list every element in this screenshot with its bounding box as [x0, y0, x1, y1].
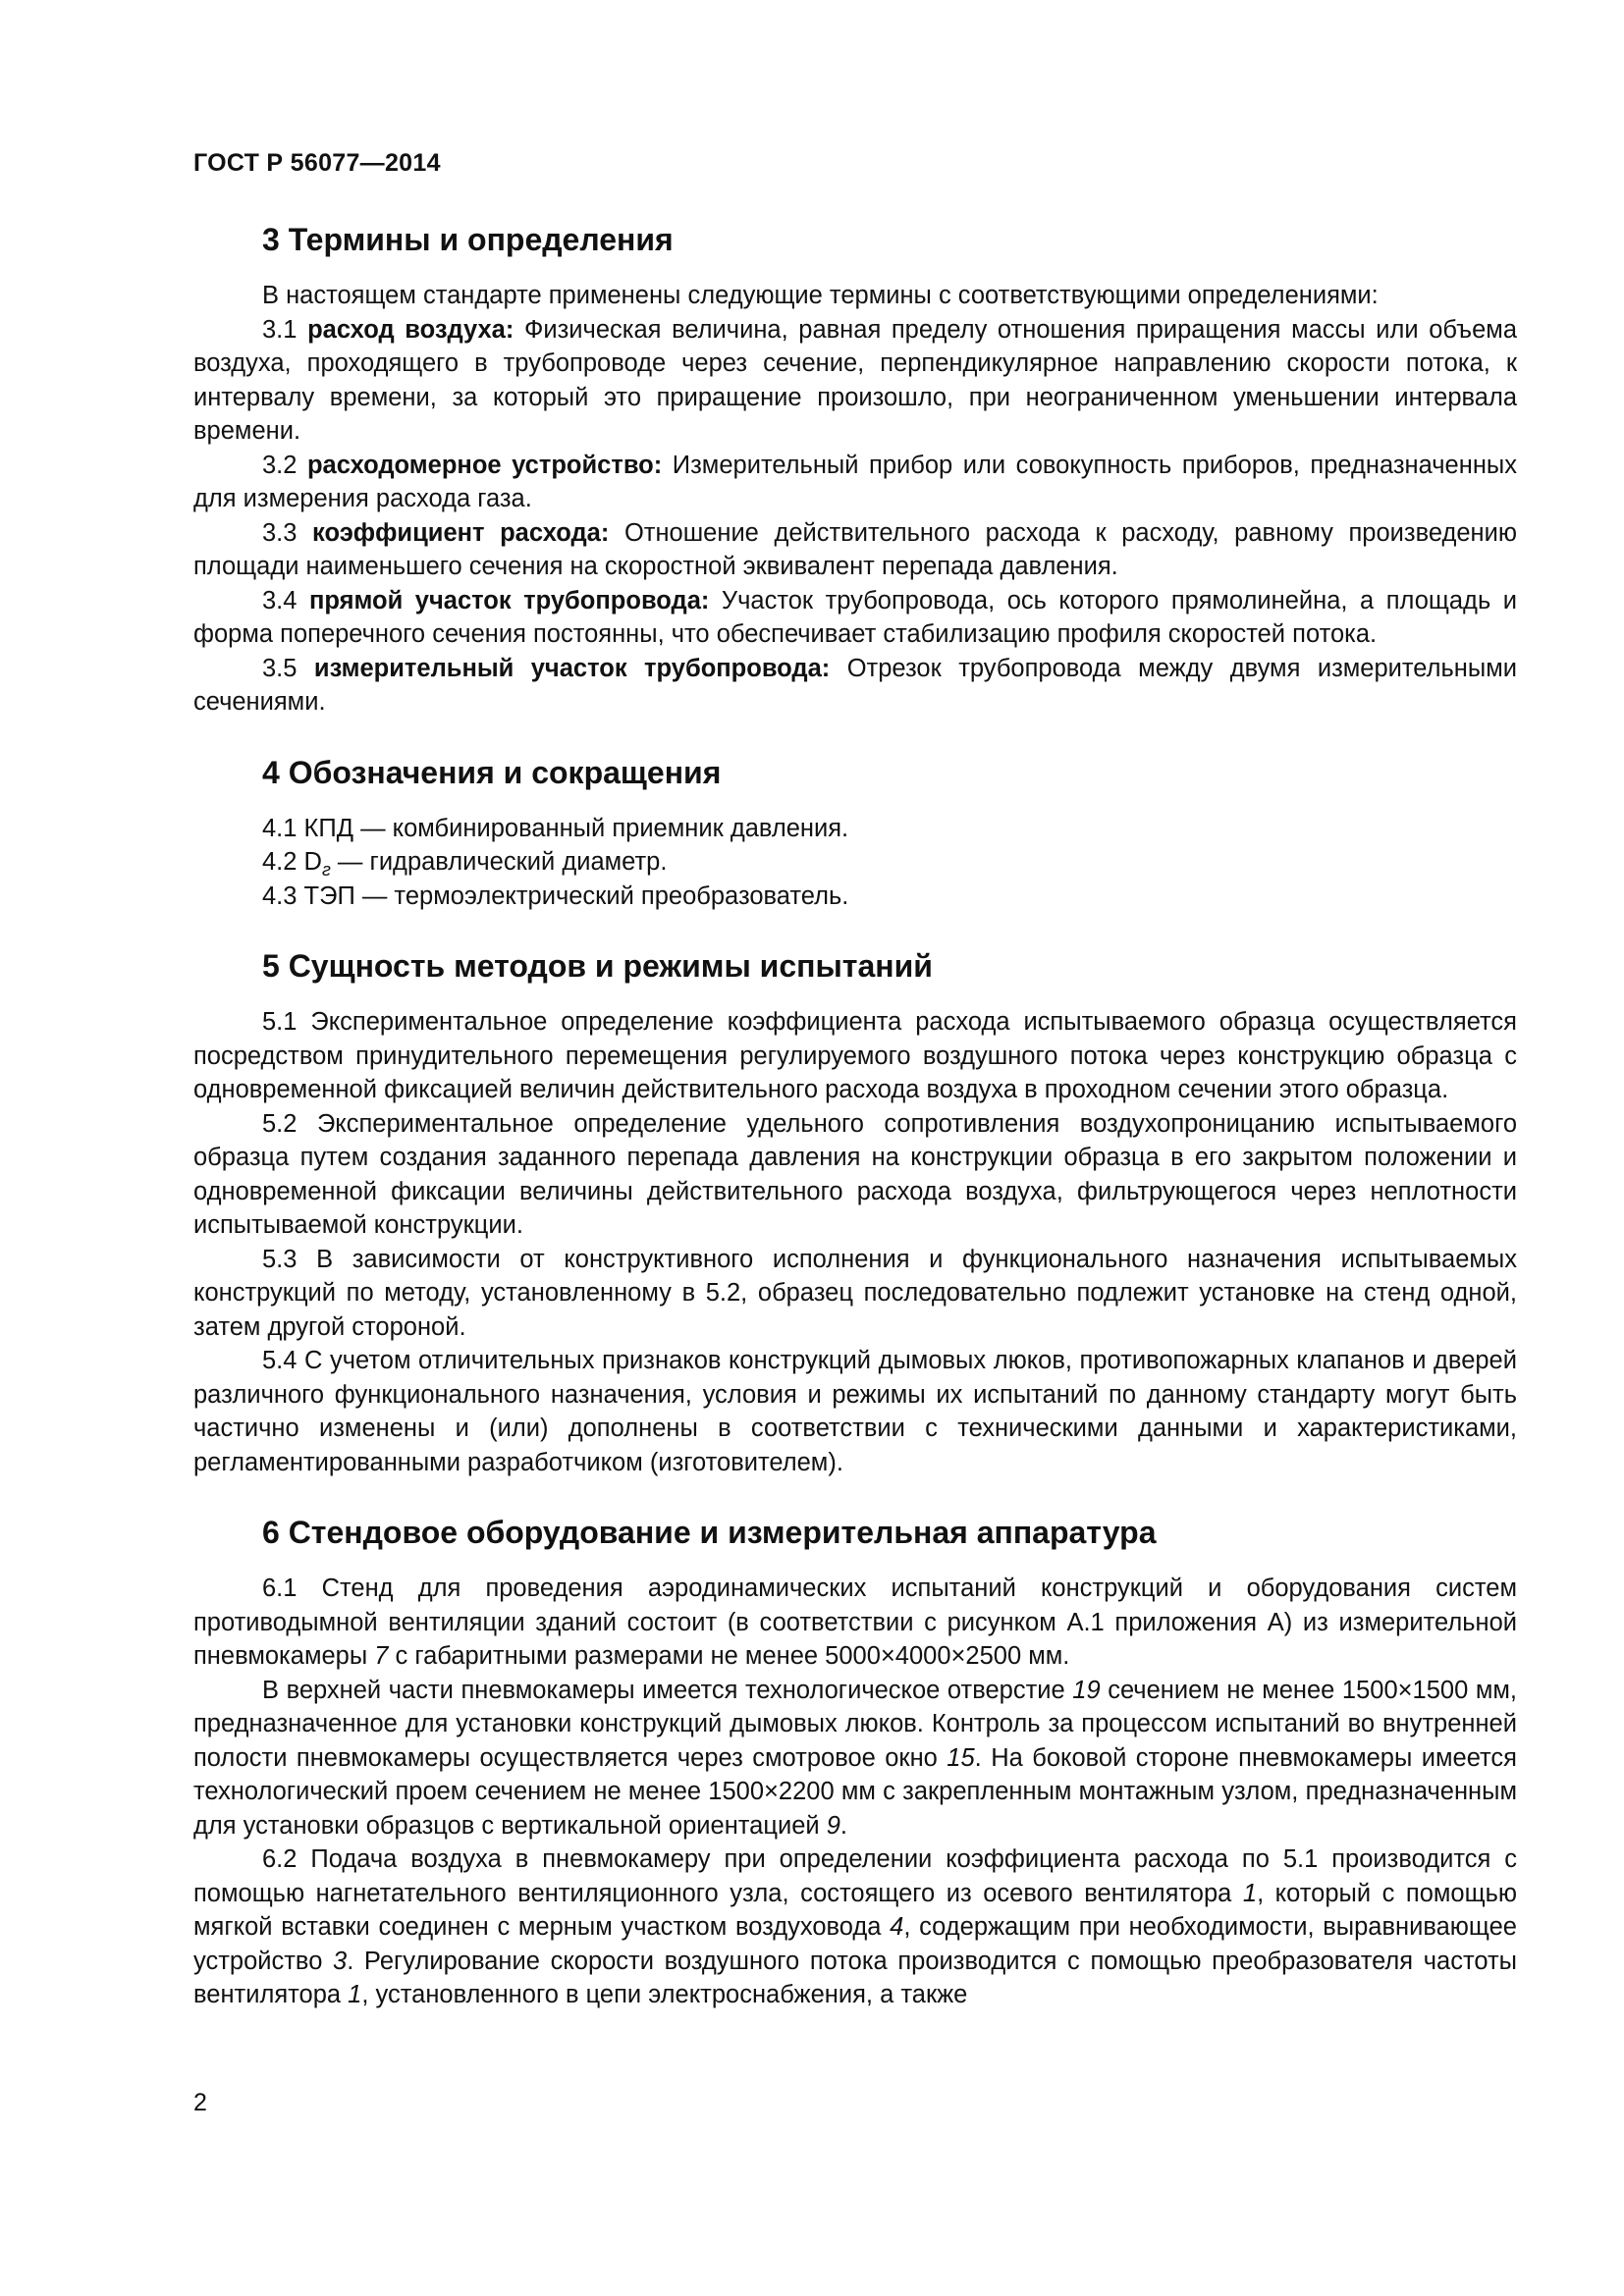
paragraph: 5.2 Экспериментальное определение удельного сопротивления воздухопроницанию испытываемого образца путем создания заданного перепада давления на конструкции образца в его закрытом положении и одновременной фиксации величины действительного расхода воздуха, фильтрующегося через неплотности испытываемой конструкции.	[193, 1109, 1517, 1239]
abbreviation-item: 4.3 ТЭП — термоэлектрический преобразователь.	[262, 881, 849, 910]
term-definition: 3.4 прямой участок трубопровода: Участок трубопровода, ось которого прямолинейна, а площадь и форма поперечного сечения постоянны, что обеспечивает стабилизацию профиля скоростей потока.	[193, 586, 1517, 648]
section-title: 6 Стендовое оборудование и измерительная аппаратура	[262, 1515, 1157, 1550]
term-definition: 3.3 коэффициент расхода: Отношение действительного расхода к расходу, равному произведению площади наименьшего сечения на скоростной эквивалент перепада давления.	[193, 518, 1517, 580]
term-definition: 3.1 расход воздуха: Физическая величина, равная пределу отношения приращения массы или объема воздуха, проходящего в трубопроводе через сечение, перпендикулярное направлению скорости потока, к интервалу времени, за который это приращение произошло, при неограниченном уменьшении интервала времени.	[193, 315, 1517, 445]
page-number: 2	[193, 2089, 207, 2116]
document-id-header: ГОСТ Р 56077—2014	[193, 149, 441, 177]
term: измерительный участок трубопровода:	[313, 654, 831, 682]
section-title: 4 Обозначения и сокращения	[262, 754, 722, 790]
document-body	[193, 220, 1517, 2046]
term: расходомерное устройство:	[306, 451, 663, 479]
paragraph: 6.2 Подача воздуха в пневмокамеру при определении коэффициента расхода по 5.1 производится с помощью нагнетательного вентиляционного узла, состоящего из осевого вентилятора 1, который с помощью мягкой вставки соединен с мерным участком воздуховода 4, содержащим при необходимости, выравнивающее устройство 3. Регулирование скорости воздушного потока производится с помощью преобразователя частоты вентилятора 1, установленного в цепи электроснабжения, а также	[193, 1845, 1518, 2008]
paragraph: В настоящем стандарте применены следующие термины с соответствующими определениями:	[262, 282, 1379, 309]
section-methods	[193, 946, 1517, 1479]
abbreviation-item: 4.1 КПД — комбинированный приемник давления.	[262, 814, 849, 842]
paragraph: 6.1 Стенд для проведения аэродинамических испытаний конструкций и оборудования систем противодымной вентиляции зданий состоит (в соответствии с рисунком А.1 приложения А) из измерительной пневмокамеры 7 с габаритными размерами не менее 5000×4000×2500 мм.	[193, 1575, 1517, 1670]
abbreviation-item: 4.2 $D_г$ — гидравлический диаметр.	[262, 848, 668, 880]
section-title: 3 Термины и определения	[262, 222, 674, 257]
section-abbreviations	[193, 753, 1517, 914]
paragraph: В верхней части пневмокамеры имеется технологическое отверстие 19 сечением не менее 1500×1500 мм, предназначенное для установки конструкций дымовых люков. Контроль за процессом испытаний во внутренней полости пневмокамеры осуществляется через смотровое окно 15. На боковой стороне пневмокамеры имеется технологический проем сечением не менее 1500×2200 мм с закрепленным монтажным узлом, предназначенным для установки образцов с вертикальной ориентацией 9.	[193, 1676, 1517, 1840]
section-equipment	[193, 1513, 1517, 2012]
paragraph: 5.4 С учетом отличительных признаков конструкций дымовых люков, противопожарных клапанов и дверей различного функционального назначения, условия и режимы их испытаний по данному стандарту могут быть частично изменены и (или) дополнены в соответствии с техническими данными и характеристиками, регламентированными разработчиком (изготовителем).	[193, 1347, 1517, 1476]
term: расход воздуха:	[307, 315, 514, 344]
term: прямой участок трубопровода:	[308, 586, 710, 614]
paragraph: 5.3 В зависимости от конструктивного исполнения и функционального назначения испытываемых конструкций по методу, установленному в 5.2, образец последовательно подлежит установке на стенд одной, затем другой стороной.	[193, 1245, 1517, 1341]
section-terms	[193, 220, 1517, 720]
paragraph: 5.1 Экспериментальное определение коэффициента расхода испытываемого образца осуществляется посредством принудительного перемещения регулируемого воздушного потока через конструкцию образца с одновременной фиксацией величин действительного расхода воздуха в проходном сечении этого образца.	[193, 1008, 1517, 1103]
term-definition: 3.2 расходомерное устройство: Измерительный прибор или совокупность приборов, предназначенных для измерения расхода газа.	[193, 451, 1517, 512]
term-definition: 3.5 измерительный участок трубопровода: Отрезок трубопровода между двумя измерительными сечениями.	[193, 654, 1517, 716]
section-title: 5 Сущность методов и режимы испытаний	[262, 948, 933, 984]
term: коэффициент расхода:	[312, 518, 610, 547]
